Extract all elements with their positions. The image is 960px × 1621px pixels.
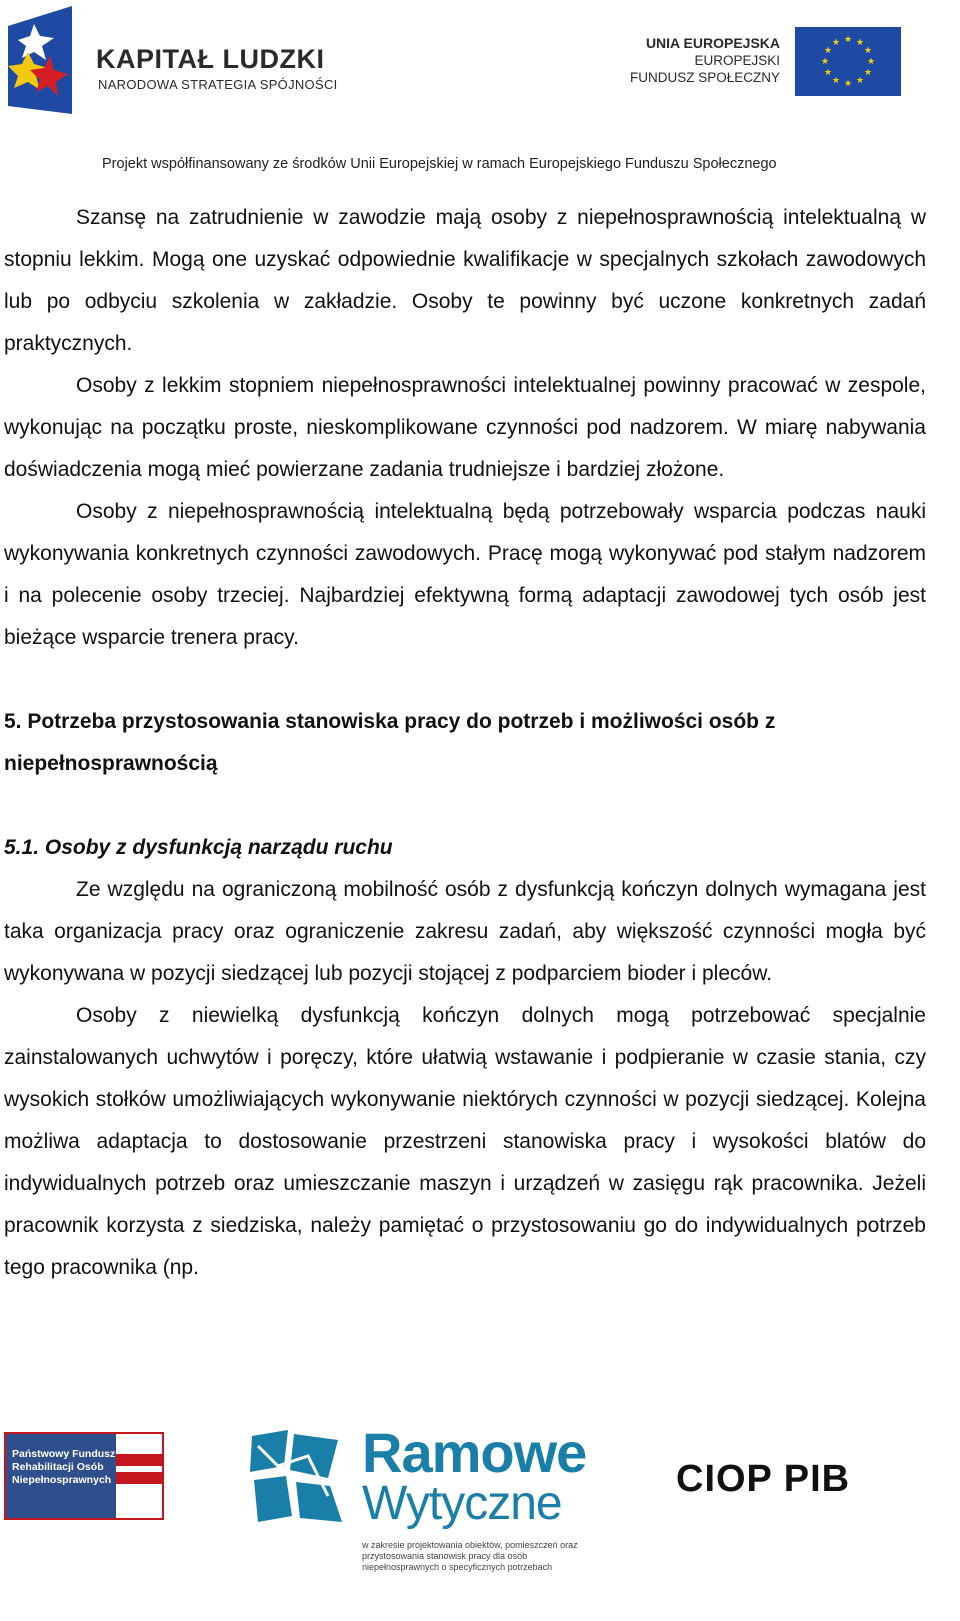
paragraph-2: Osoby z lekkim stopniem niepełnosprawności intelektualnej powinny pracować w zespole, wykonując na początku proste, nieskomplikowane czynności pod nadzorem. W miarę nabywania doświadczenia mogą mieć powierzane zadania trudniejsze i bardziej złożone. [4, 374, 926, 481]
ue-line-2: EUROPEJSKI [694, 53, 780, 68]
ue-line-1: UNIA EUROPEJSKA [645, 35, 780, 51]
pfron-red-mark-icon [116, 1454, 162, 1484]
pfron-line-2: Rehabilitacji Osób [12, 1461, 104, 1473]
svg-text:★: ★ [843, 79, 853, 89]
svg-text:★: ★ [843, 35, 853, 45]
page-header [0, 0, 960, 185]
eu-flag-icon [795, 27, 901, 96]
ue-line-3: FUNDUSZ SPOŁECZNY [629, 70, 780, 85]
svg-text:★: ★ [823, 46, 833, 56]
kapital-ludzki-logo [4, 6, 76, 116]
svg-text:★: ★ [823, 68, 833, 78]
ciop-pib-logo: CIOP PIB [676, 1458, 851, 1500]
pfron-logo [4, 1432, 164, 1520]
wytyczne-title: Wytyczne [362, 1477, 562, 1530]
svg-text:★: ★ [863, 68, 873, 78]
paragraph-5: Osoby z niewielką dysfunkcją kończyn dolnych mogą potrzebować specjalnie zainstalowanych uchwytów i poręczy, które ułatwią wstawanie i podpieranie w czasie stania, czy wysokich stołków umożliwiających wykonywanie niektórych czynności w pozycji siedzącej. Kolejna możliwa adaptacja to dostosowanie przestrzeni stanowiska pracy i wysokości blatów do indywidualnych potrzeb oraz umieszczanie maszyn i urządzeń w zasięgu rąk pracownika. Jeżeli pracownik korzysta z siedziska, należy pamiętać o przystosowaniu go do indywidualnych potrzeb tego pracownika (np. [4, 1004, 926, 1279]
projekt-note: Projekt współfinansowany ze środków Unii Europejskiej w ramach Europejskiego Funduszu Społecznego [102, 156, 777, 172]
paragraph-3: Osoby z niepełnosprawnością intelektualną będą potrzebowały wsparcia podczas nauki wykonywania konkretnych czynności zawodowych. Pracę mogą wykonywać pod stałym nadzorem i na polecenie osoby trzeciej. Najbardziej efektywną formą adaptacji zawodowej tych osób jest bieżące wsparcie trenera pracy. [4, 500, 926, 649]
spacer [4, 659, 926, 701]
kapital-ludzki-subtitle: NARODOWA STRATEGIA SPÓJNOŚCI [98, 77, 338, 92]
ramowe-title: Ramowe [362, 1421, 587, 1484]
svg-text:★: ★ [863, 46, 873, 56]
pfron-line-3: Niepełnosprawnych [12, 1474, 112, 1486]
document-body [4, 197, 926, 1289]
svg-text:★: ★ [855, 38, 865, 48]
svg-text:★: ★ [855, 76, 865, 86]
svg-text:★: ★ [866, 57, 876, 67]
section-heading-5-1: 5.1. Osoby z dysfunkcją narządu ruchu [4, 836, 393, 859]
page-footer [0, 1420, 960, 1621]
ramowe-wytyczne-graphic-icon [248, 1426, 348, 1526]
paragraph-4: Ze względu na ograniczoną mobilność osób z dysfunkcją kończyn dolnych wymagana jest taka organizacja pracy oraz ograniczenie zakresu zadań, aby większość czynności mogła być wykonywana w pozycji siedzącej lub pozycji stojącej z podparciem bioder i pleców. [4, 878, 926, 985]
svg-text:★: ★ [831, 38, 841, 48]
spacer [4, 785, 926, 827]
section-heading-5: 5. Potrzeba przystosowania stanowiska pracy do potrzeb i możliwości osób z niepełnosprawnością [4, 710, 776, 775]
pfron-text [12, 1448, 115, 1487]
ramowe-wytyczne-caption: w zakresie projektowania obiektów, pomieszczeń oraz przystosowania stanowisk pracy dla osób niepełnosprawnych o specyficznych potrzebach [362, 1540, 578, 1572]
pfron-line-1: Państwowy Fundusz [12, 1448, 116, 1460]
svg-text:★: ★ [831, 76, 841, 86]
ue-text [630, 35, 780, 86]
svg-text:★: ★ [820, 57, 830, 67]
kapital-ludzki-title: KAPITAŁ LUDZKI [96, 44, 325, 74]
paragraph-1: Szansę na zatrudnienie w zawodzie mają osoby z niepełnosprawnością intelektualną w stopniu lekkim. Mogą one uzyskać odpowiednie kwalifikacje w specjalnych szkołach zawodowych lub po odbyciu szkolenia w zakładzie. Osoby te powinny być uczone konkretnych zadań praktycznych. [4, 206, 926, 355]
